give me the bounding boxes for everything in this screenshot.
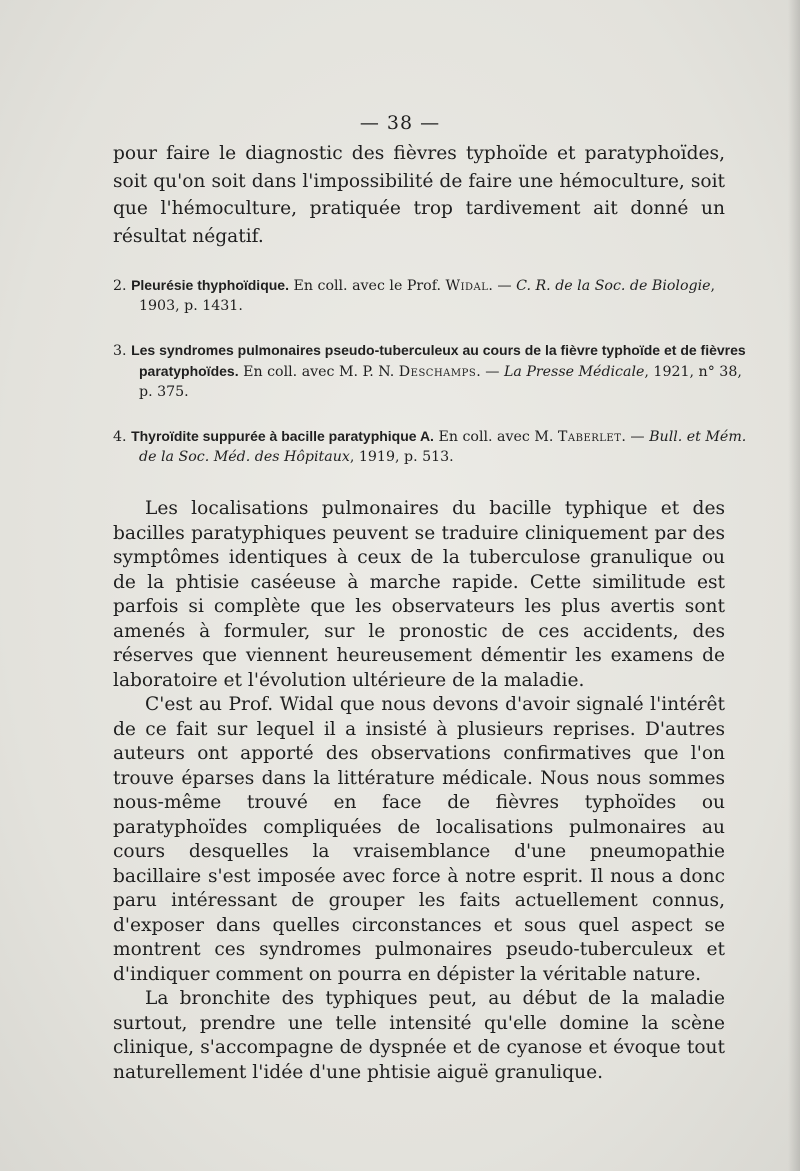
reference-number: 4. [113,429,127,445]
reference-number: 2. [113,278,127,294]
page-edge-shadow [788,0,800,1171]
reference-source: La Presse Médicale [503,364,645,380]
reference-number: 3. [113,343,127,359]
reference-tail: , 1919, p. 513. [349,449,454,465]
reference-text: En coll. avec M. P. N. [238,364,399,380]
reference-source: C. R. de la Soc. de Biologie [516,278,711,294]
reference-tail: , 1903, p. 1431. [139,278,716,314]
reference-text: En coll. avec le Prof. [288,278,446,294]
reference-author: Taberlet [557,429,622,445]
reference-source: Bull. et Mém. de la Soc. Méd. des Hôpitaux [139,429,747,465]
body-paragraph: Les localisations pulmonaires du bacille typhique et des bacilles paratyphiques peuvent se traduire cliniquement par des symptômes identiques à ceux de la tuberculose granulique ou de la phtisie caséeuse à marche rapide. Cette similitude est parfois si complète que les observateurs les plus avertis sont amenés à formuler, sur le pronostic de ces accidents, des réserves que viennent heureusement démentir les examens de laboratoire et l'évolution ultérieure de la maladie. [113,498,725,691]
body-text [113,497,725,1085]
intro-paragraph: pour faire le diagnostic des fièvres typhoïde et paratyphoïdes, soit qu'on soit dans l'impossibilité de faire une hémoculture, soit que l'hémoculture, pratiquée trop tardivement ait donné un résultat négatif. [113,143,725,247]
body-paragraph: C'est au Prof. Widal que nous devons d'avoir signalé l'intérêt de ce fait sur lequel il a insisté à plusieurs reprises. D'autres auteurs ont apporté des observations confirmatives que l'on trouve éparses dans la littérature médicale. Nous nous sommes nous-même trouvé en face de fièvres typhoïdes ou paratyphoïdes compliquées de localisations pulmonaires au cours desquelles la vraisemblance d'une pneumopathie bacillaire s'est imposée avec force à notre esprit. Il nous a donc paru intéressant de grouper les faits actuellement connus, d'exposer dans quelles circonstances et sous quel aspect se montrent ces syndromes pulmonaires pseudo-tuberculeux et d'indiquer comment on pourra en dépister la véritable nature. [113,694,725,985]
reference-item [113,426,751,467]
page-number: — 38 — [359,112,441,134]
reference-text: . — [476,364,504,380]
reference-text: En coll. avec M. [433,429,558,445]
reference-author: Deschamps [398,364,477,380]
reference-title: Les syndromes pulmonaires pseudo-tuberculeux au cours de la fièvre typhoïde et de fièvres paratyphoïdes. [131,342,746,379]
reference-title: Pleurésie thyphoïdique. [131,277,289,293]
reference-text: . — [621,429,650,445]
reference-title: Thyroïdite suppurée à bacille paratyphique A. [131,428,434,444]
reference-text: . — [488,278,517,294]
reference-author: Widal [445,278,489,294]
reference-item [113,275,751,316]
reference-tail: , 1921, n° 38, p. 375. [139,364,742,400]
body-paragraph: La bronchite des typhiques peut, au début de la maladie surtout, prendre une telle intensité qu'elle domine la scène clinique, s'accompagne de dyspnée et de cyanose et évoque tout naturellement l'idée d'une phtisie aiguë granulique. [113,988,725,1083]
reference-item [113,340,751,402]
